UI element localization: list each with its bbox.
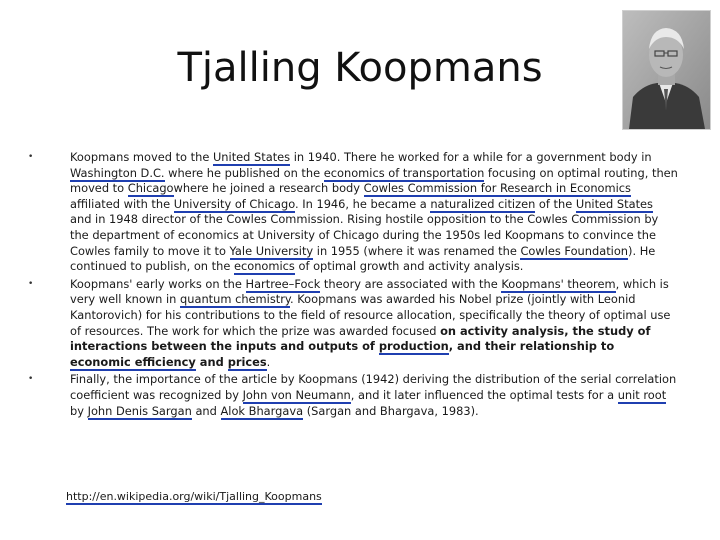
link-john-von-neumann[interactable]: John von Neumann [242, 387, 351, 402]
bullet-item-serial-correlation [28, 372, 678, 419]
link-united-states[interactable]: United States [212, 150, 291, 164]
link-koopmans-theorem[interactable]: Koopmans' theorem [501, 276, 616, 291]
portrait-photo [622, 10, 711, 130]
source-url-link[interactable]: http://en.wikipedia.org/wiki/Tjalling_Koopmans [66, 490, 322, 503]
paragraph-nobel: Koopmans' early works on the Hartree–Fock theory are associated with the Koopmans' theorem, which is very well known in quantum chemistry. Koopmans was awarded his Nobel prize (jointly with Leonid Kantorovich) for his contributions to the field of resource allocation, specifically the theory of optimal use of resources. The work for which the prize was awarded focused on activity analysis, the study of interactions between the inputs and outputs of production, and their relationship to economic efficiency and prices. [70, 276, 671, 369]
link-economics-of-transportation[interactable]: economics of transportation [323, 165, 485, 180]
link-naturalized-citizen[interactable]: naturalized citizen [430, 196, 536, 211]
link-chicago[interactable]: Chicago [127, 181, 174, 196]
link-cowles-commission[interactable]: Cowles Commission for Research in Economics [363, 181, 631, 196]
link-yale-university[interactable]: Yale University [229, 243, 314, 258]
bullet-marker: • [28, 152, 34, 162]
link-hartree-fock[interactable]: Hartree–Fock [245, 276, 321, 291]
bullet-marker: • [28, 278, 34, 289]
link-united-states-2[interactable]: United States [575, 196, 653, 211]
slide-title: Tjalling Koopmans [177, 45, 543, 91]
link-washington-dc[interactable]: Washington D.C. [70, 165, 165, 180]
bullet-list [28, 150, 678, 421]
source-link-container [66, 490, 322, 503]
link-john-denis-sargan[interactable]: John Denis Sargan [87, 403, 192, 418]
link-unit-root[interactable]: unit root [617, 387, 667, 402]
bullet-item-nobel [28, 277, 678, 371]
link-quantum-chemistry[interactable]: quantum chemistry [180, 292, 291, 307]
paragraph-serial-correlation: Finally, the importance of the article by Koopmans (1942) deriving the distribution of the serial correlation coefficient was recognized by John von Neumann, and it later influenced the optimal tests for a unit root by John Denis Sargan and Alok Bhargava (Sargan and Bhargava, 1983). [70, 372, 677, 418]
link-production[interactable]: production [378, 339, 449, 354]
bullet-marker: • [28, 374, 34, 385]
link-economics[interactable]: economics [233, 259, 295, 274]
link-economic-efficiency[interactable]: economic efficiency [70, 354, 196, 369]
bullet-item-career [28, 150, 678, 275]
link-prices[interactable]: prices [227, 354, 267, 369]
link-university-of-chicago[interactable]: University of Chicago [173, 196, 295, 211]
paragraph-career: Koopmans moved to the United States in 1940. There he worked for a while for a government body in Washington D.C. where he published on the economics of transportation focusing on optimal routing, then moved to Chicagowhere he joined a research body Cowles Commission for Research in Economics affiliated with the University of Chicago. In 1946, he became a naturalized citizen of the United States and in 1948 director of the Cowles Commission. Rising hostile opposition to the Cowles Commission by the department of economics at University of Chicago during the 1950s led Koopmans to convince the Cowles family to move it to Yale University in 1955 (where it was renamed the Cowles Foundation). He continued to publish, on the economics of optimal growth and activity analysis. [70, 150, 678, 274]
link-alok-bhargava[interactable]: Alok Bhargava [220, 403, 304, 418]
link-cowles-foundation[interactable]: Cowles Foundation [520, 243, 629, 258]
